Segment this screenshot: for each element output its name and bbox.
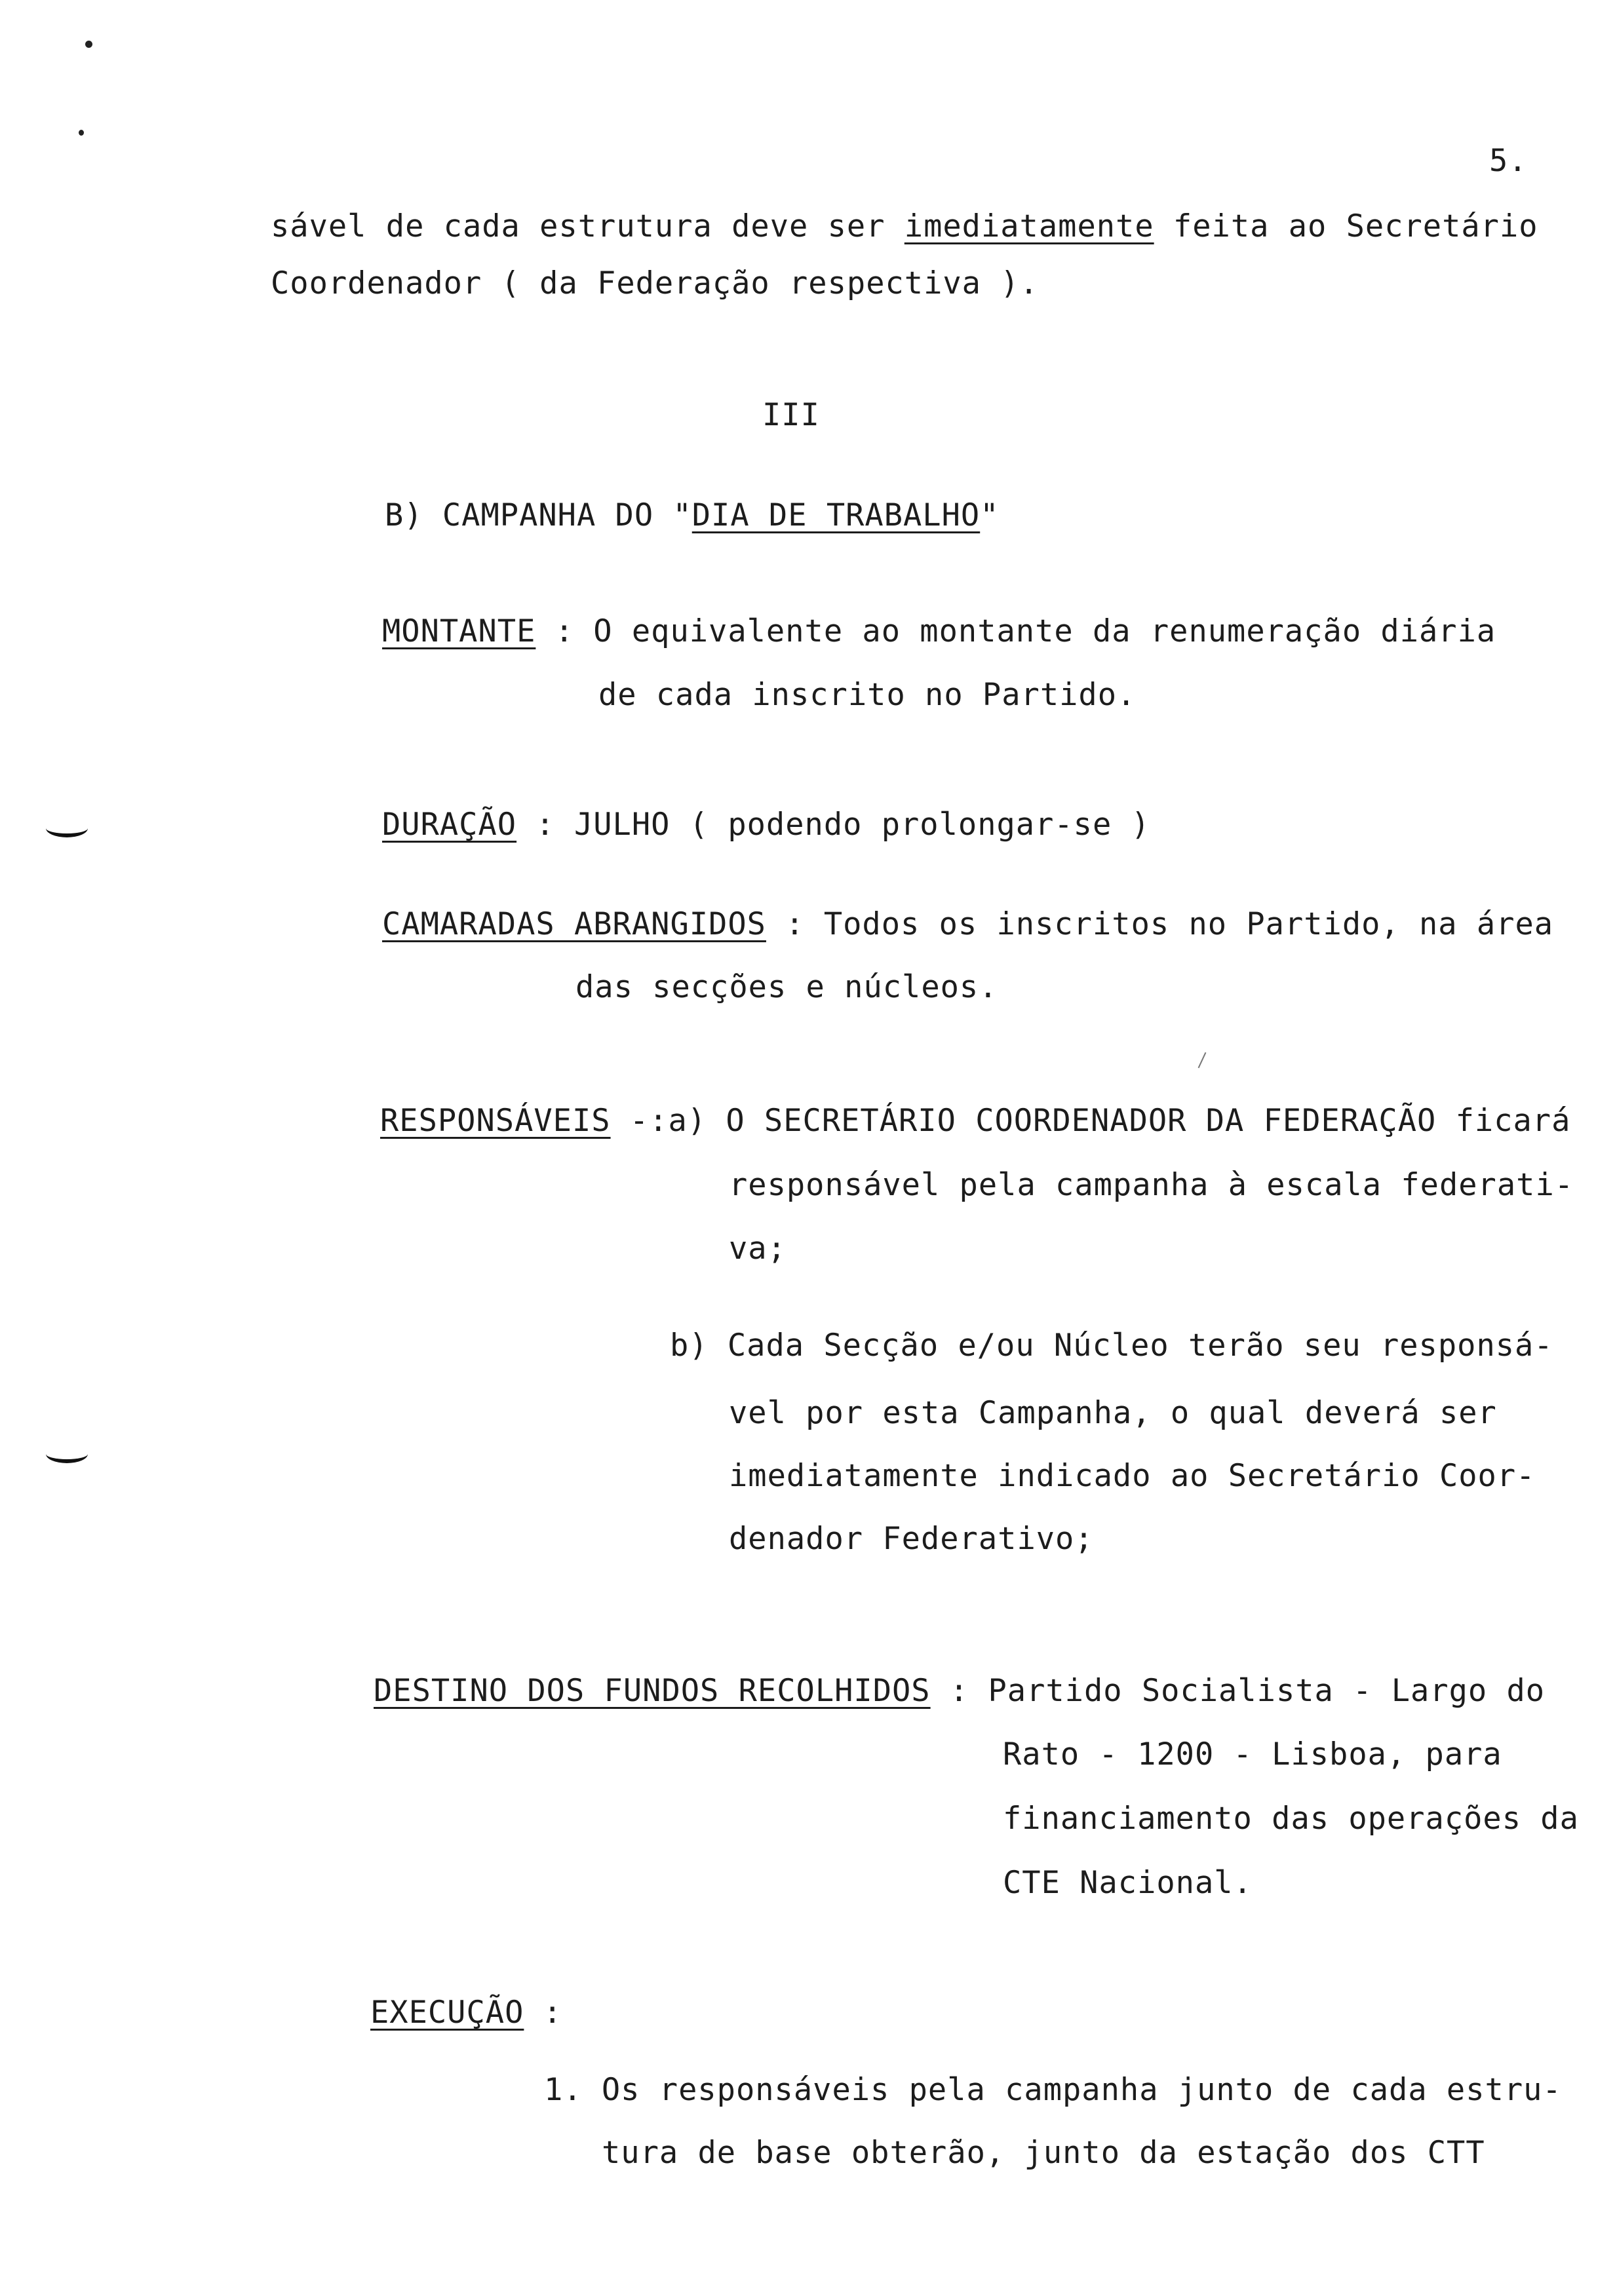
scan-arc (46, 1445, 88, 1463)
execucao-item-1: 1. Os responsáveis pela campanha junto de cada estru- (544, 2072, 1562, 2108)
section-numeral: III (762, 397, 820, 433)
heading-underlined: DIA DE TRABALHO (691, 497, 981, 533)
intro-line-2: Coordenador ( da Federação respectiva ). (271, 265, 1039, 301)
scan-dot (79, 130, 84, 136)
execucao-line (370, 1995, 562, 2031)
intro-text: feita ao Secretário (1154, 208, 1538, 244)
destino-label: DESTINO DOS FUNDOS RECOLHIDOS (374, 1673, 931, 1709)
heading-prefix: B) CAMPANHA DO " (385, 497, 692, 533)
responsaveis-b-first: b) Cada Secção e/ou Núcleo terão seu responsá- (670, 1328, 1553, 1364)
montante-line-2: de cada inscrito no Partido. (598, 677, 1137, 713)
camaradas-line-2: das secções e núcleos. (575, 969, 998, 1005)
responsaveis-b-line: denador Federativo; (729, 1521, 1094, 1557)
camaradas-line-1 (382, 906, 1554, 942)
emphasis-underlined: imediatamente (904, 208, 1154, 244)
destino-line-1 (374, 1673, 1546, 1709)
responsaveis-line-1 (380, 1103, 1571, 1139)
responsaveis-label: RESPONSÁVEIS (380, 1103, 611, 1139)
destino-line: Rato - 1200 - Lisboa, para (1003, 1736, 1502, 1772)
destino-line: financiamento das operações da (1003, 1801, 1579, 1837)
execucao-label: EXECUÇÃO (370, 1995, 524, 2031)
montante-line-1 (382, 613, 1496, 649)
scan-mark (1198, 1052, 1207, 1068)
responsaveis-b-line: vel por esta Campanha, o qual deverá ser (729, 1395, 1497, 1431)
duracao-label: DURAÇÃO (382, 807, 517, 843)
execucao-item-1-cont: tura de base obterão, junto da estação dos CTT (602, 2135, 1485, 2171)
scan-arc (46, 819, 88, 837)
camaradas-text: : Todos os inscritos no Partido, na área (766, 906, 1554, 942)
responsaveis-a-line: responsável pela campanha à escala federati- (729, 1167, 1574, 1203)
montante-label: MONTANTE (382, 613, 536, 649)
montante-text: : O equivalente ao montante da renumeração diária (535, 613, 1496, 649)
camaradas-label: CAMARADAS ABRANGIDOS (382, 906, 766, 942)
intro-text: sável de cada estrutura deve ser (271, 208, 905, 244)
duracao-line (382, 807, 1150, 843)
responsaveis-a-line: va; (729, 1231, 787, 1267)
duracao-text: : JULHO ( podendo prolongar-se ) (516, 807, 1150, 843)
destino-line: CTE Nacional. (1003, 1865, 1253, 1901)
execucao-suffix: : (524, 1995, 562, 2031)
heading-suffix: " (980, 497, 1000, 533)
responsaveis-b-line: imediatamente indicado ao Secretário Coor- (729, 1458, 1536, 1494)
destino-text: : Partido Socialista - Largo do (930, 1673, 1546, 1709)
page-number: 5. (1489, 143, 1528, 179)
intro-line-1 (271, 208, 1538, 244)
campaign-heading (385, 497, 1000, 533)
responsaveis-connector: -:a) O SECRETÁRIO COORDENADOR DA FEDERAÇÃO ficará (610, 1103, 1571, 1139)
scan-dot (85, 41, 92, 48)
